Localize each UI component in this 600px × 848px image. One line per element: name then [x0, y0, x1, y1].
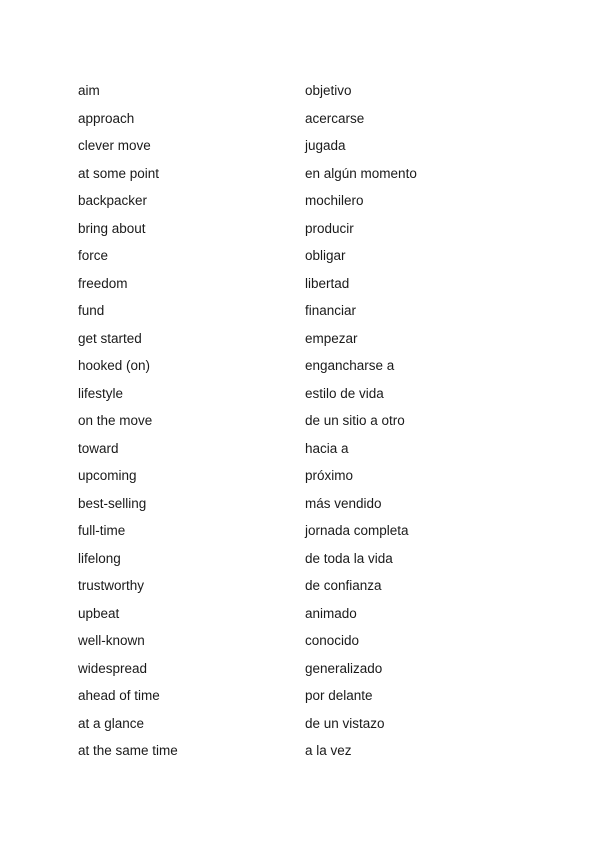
- spanish-translation: más vendido: [305, 495, 382, 511]
- vocab-row: [78, 132, 548, 160]
- vocab-row: [78, 77, 548, 105]
- vocab-row: [78, 215, 548, 243]
- vocab-row: [78, 160, 548, 188]
- english-term: at the same time: [78, 743, 178, 758]
- english-term: backpacker: [78, 193, 148, 208]
- spanish-translation: a la vez: [305, 743, 352, 758]
- english-term: best-selling: [78, 495, 147, 511]
- english-term: at a glance: [78, 715, 145, 731]
- spanish-translation: de toda la vida: [305, 550, 393, 566]
- english-term: on the move: [78, 413, 153, 428]
- spanish-translation: de un sitio a otro: [305, 413, 405, 428]
- english-term: hooked (on): [78, 358, 151, 373]
- vocab-row: [78, 380, 548, 408]
- spanish-translation: hacia a: [305, 440, 349, 456]
- spanish-translation: conocido: [305, 633, 360, 648]
- vocab-row: [78, 352, 548, 380]
- english-term: freedom: [78, 275, 128, 291]
- english-term: toward: [78, 440, 119, 456]
- vocab-row: [78, 710, 548, 738]
- vocab-row: [78, 545, 548, 573]
- english-term: fund: [78, 303, 105, 318]
- vocabulary-list: [78, 77, 548, 765]
- vocab-row: [78, 187, 548, 215]
- english-term: lifelong: [78, 550, 121, 566]
- spanish-translation: engancharse a: [305, 358, 395, 373]
- spanish-translation: objetivo: [305, 83, 352, 98]
- vocab-row: [78, 490, 548, 518]
- spanish-translation: animado: [305, 605, 357, 621]
- vocab-row: [78, 682, 548, 710]
- spanish-translation: de un vistazo: [305, 715, 385, 731]
- vocab-row: [78, 462, 548, 490]
- spanish-translation: libertad: [305, 275, 350, 291]
- spanish-translation: empezar: [305, 330, 358, 346]
- vocab-row: [78, 627, 548, 655]
- spanish-translation: jugada: [305, 138, 346, 153]
- english-term: aim: [78, 83, 100, 98]
- english-term: bring about: [78, 220, 146, 236]
- spanish-translation: estilo de vida: [305, 385, 384, 401]
- english-term: lifestyle: [78, 385, 124, 401]
- english-term: at some point: [78, 165, 160, 181]
- english-term: clever move: [78, 138, 151, 153]
- spanish-translation: mochilero: [305, 193, 364, 208]
- english-term: upbeat: [78, 605, 120, 621]
- spanish-translation: en algún momento: [305, 165, 417, 181]
- vocab-row: [78, 600, 548, 628]
- english-term: upcoming: [78, 468, 137, 483]
- english-term: trustworthy: [78, 578, 145, 593]
- spanish-translation: por delante: [305, 688, 373, 703]
- english-term: force: [78, 248, 109, 263]
- vocab-row: [78, 297, 548, 325]
- vocab-row: [78, 737, 548, 765]
- vocab-row: [78, 325, 548, 353]
- spanish-translation: financiar: [305, 303, 357, 318]
- english-term: well-known: [78, 633, 145, 648]
- vocab-row: [78, 435, 548, 463]
- vocab-row: [78, 572, 548, 600]
- spanish-translation: producir: [305, 220, 354, 236]
- vocab-row: [78, 655, 548, 683]
- vocab-row: [78, 270, 548, 298]
- spanish-translation: de confianza: [305, 578, 382, 593]
- spanish-translation: jornada completa: [305, 523, 409, 538]
- vocab-row: [78, 105, 548, 133]
- vocab-row: [78, 242, 548, 270]
- vocab-row: [78, 517, 548, 545]
- english-term: approach: [78, 110, 135, 126]
- spanish-translation: próximo: [305, 468, 354, 483]
- spanish-translation: generalizado: [305, 660, 383, 676]
- vocab-row: [78, 407, 548, 435]
- spanish-translation: obligar: [305, 248, 346, 263]
- english-term: widespread: [78, 660, 148, 676]
- spanish-translation: acercarse: [305, 110, 365, 126]
- english-term: ahead of time: [78, 688, 160, 703]
- english-term: get started: [78, 330, 142, 346]
- english-term: full-time: [78, 523, 126, 538]
